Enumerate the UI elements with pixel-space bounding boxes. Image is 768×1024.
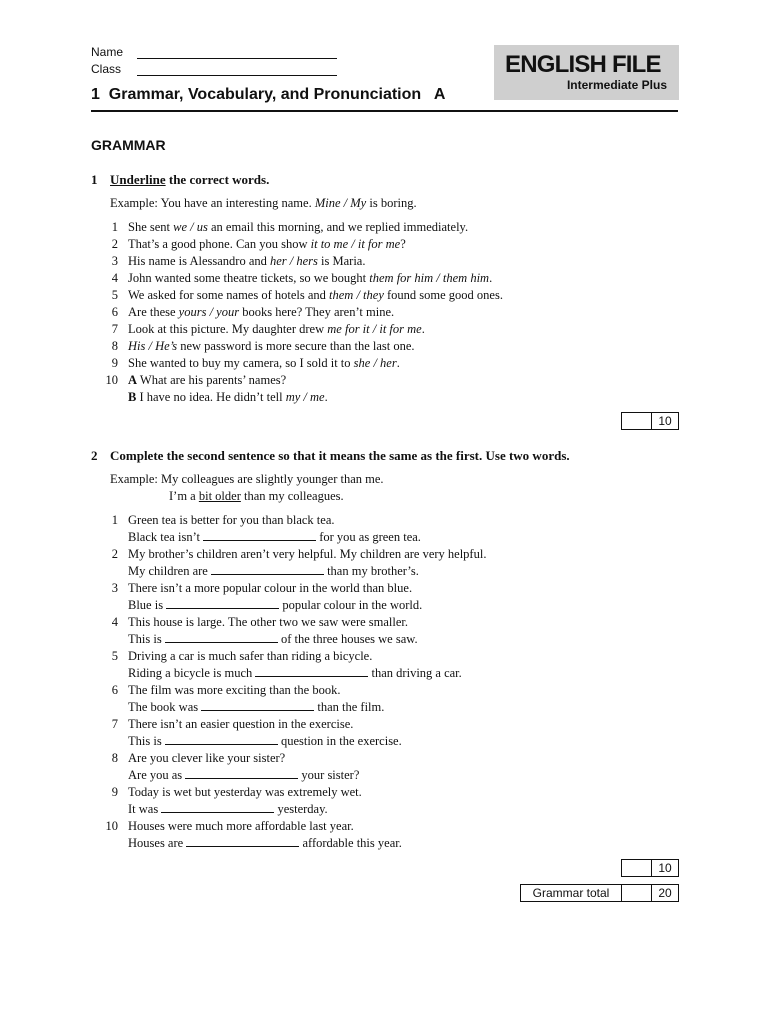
- brand-sub-text: Intermediate Plus: [566, 78, 667, 92]
- text-run: than driving a car.: [368, 666, 462, 680]
- item-text: [128, 751, 285, 766]
- item-number: 8: [111, 751, 118, 765]
- text-run: .: [396, 356, 400, 370]
- text-run: Are you clever like your sister?: [128, 751, 286, 765]
- item-number: 6: [111, 683, 118, 697]
- answer-blank[interactable]: [201, 700, 314, 711]
- page-title: 1 Grammar, Vocabulary, and Pronunciation A: [91, 86, 446, 103]
- item-text: [128, 836, 402, 851]
- exercise-1-number: 1: [91, 172, 98, 187]
- text-run: Blue is: [128, 598, 167, 612]
- item-text: [128, 254, 365, 269]
- text-run: This house is large. The other two we saw were smaller.: [128, 615, 409, 629]
- item-text: [128, 615, 408, 630]
- answer-blank[interactable]: [255, 666, 368, 677]
- text-run: We asked for some names of hotels and: [128, 288, 330, 302]
- item-text: [128, 819, 354, 834]
- item-number: 10: [105, 373, 118, 387]
- text-run: .: [489, 271, 493, 285]
- answer-blank[interactable]: [166, 598, 279, 609]
- text-run: My children are: [128, 564, 211, 578]
- exercise-1-score-box: [621, 412, 679, 430]
- text-run: She sent: [128, 220, 174, 234]
- text-run: Green tea is better for you than black tea.: [128, 513, 335, 527]
- text-run: new password is more secure than the last one.: [177, 339, 415, 353]
- exercise-1-example: [110, 196, 417, 211]
- text-run: That’s a good phone. Can you show: [128, 237, 311, 251]
- item-number: 5: [111, 649, 118, 663]
- text-run: affordable this year.: [299, 836, 402, 850]
- item-text: [128, 339, 415, 354]
- item-text: [128, 717, 353, 732]
- option-choice[interactable]: me for it / it for me: [327, 322, 422, 336]
- exercise-2-example-line-1: [110, 472, 384, 487]
- example-label: Example:: [110, 472, 158, 486]
- underline-word: Underline: [110, 172, 166, 187]
- item-text: [128, 288, 503, 303]
- text-run: This is: [128, 734, 165, 748]
- text-run: of the three houses we saw.: [277, 632, 418, 646]
- speaker-label: A: [128, 373, 138, 387]
- item-text: [128, 581, 412, 596]
- item-text: [128, 666, 462, 681]
- text-run: Houses were much more affordable last year.: [128, 819, 354, 833]
- text-run: .: [421, 322, 425, 336]
- item-number: 7: [111, 322, 118, 336]
- exercise-2-score-box: [621, 859, 679, 877]
- item-text: [128, 513, 335, 528]
- item-text: [128, 802, 328, 817]
- text-run: Riding a bicycle is much: [128, 666, 256, 680]
- item-text: [128, 305, 394, 320]
- exercise-2-score-max: 10: [651, 860, 678, 876]
- answer-blank[interactable]: [165, 734, 278, 745]
- item-number: 9: [111, 356, 118, 370]
- brand-logo: [494, 45, 679, 100]
- exercise-2-instruction-text: Complete the second sentence so that it means the same as the first. Use two words.: [110, 448, 570, 463]
- option-choice[interactable]: she / her: [353, 356, 397, 370]
- option-choice[interactable]: we / us: [173, 220, 208, 234]
- text-run: My brother’s children aren’t very helpful. My children are very helpful.: [128, 547, 487, 561]
- item-number: 3: [111, 254, 118, 268]
- text-run: question in the exercise.: [277, 734, 402, 748]
- item-text: [128, 530, 421, 545]
- text-run: Houses are: [128, 836, 187, 850]
- text-run: for you as green tea.: [316, 530, 421, 544]
- item-text: [128, 220, 468, 235]
- item-number: 4: [111, 271, 118, 285]
- option-choice[interactable]: My: [350, 196, 367, 210]
- option-choice[interactable]: her / hers: [270, 254, 318, 268]
- text-run: than my colleagues.: [240, 489, 344, 503]
- text-run: Look at this picture. My daughter drew: [128, 322, 328, 336]
- brand-main-text: ENGLISH FILE: [505, 51, 661, 78]
- grammar-total-label: Grammar total: [532, 886, 610, 900]
- text-run: I have no idea. He didn’t tell: [136, 390, 286, 404]
- answer-blank[interactable]: [161, 802, 274, 813]
- item-number: 7: [111, 717, 118, 731]
- item-number: 2: [111, 237, 118, 251]
- text-run: your sister?: [298, 768, 360, 782]
- example-answer: [169, 489, 344, 503]
- answer-blank[interactable]: [165, 632, 278, 643]
- option-choice[interactable]: yours / your: [178, 305, 240, 319]
- item-number: 3: [111, 581, 118, 595]
- item-number: 1: [111, 220, 118, 234]
- text-run: Today is wet but yesterday was extremely wet.: [128, 785, 362, 799]
- option-choice[interactable]: them for him / them him: [369, 271, 490, 285]
- text-run: an email this morning, and we replied immediately.: [207, 220, 469, 234]
- item-number: 4: [111, 615, 118, 629]
- text-run: Are you as: [128, 768, 186, 782]
- item-text: [128, 700, 384, 715]
- text-run: You have an interesting name.: [160, 196, 315, 210]
- text-run: Are these: [128, 305, 179, 319]
- speaker-label: B: [128, 390, 137, 404]
- text-run: books here? They aren’t mine.: [239, 305, 395, 319]
- item-number: 5: [111, 288, 118, 302]
- item-text: [128, 564, 419, 579]
- option-choice[interactable]: His / He’s: [128, 339, 178, 353]
- text-run: There isn’t a more popular colour in the world than blue.: [128, 581, 413, 595]
- item-number: 6: [111, 305, 118, 319]
- exercise-1-score-input[interactable]: [622, 413, 651, 429]
- text-run: There isn’t an easier question in the exercise.: [128, 717, 354, 731]
- class-field[interactable]: [137, 75, 337, 76]
- answer-blank[interactable]: [203, 530, 316, 541]
- example-text: [161, 196, 417, 210]
- example-sentence: My colleagues are slightly younger than me.: [161, 472, 384, 486]
- option-choice[interactable]: Mine: [314, 196, 341, 210]
- underlined-answer: bit older: [198, 489, 241, 503]
- text-run: His name is Alessandro and: [128, 254, 270, 268]
- text-run: Driving a car is much safer than riding a bicycle.: [128, 649, 373, 663]
- exercise-2-number: 2: [91, 448, 98, 463]
- answer-blank[interactable]: [185, 768, 298, 779]
- text-run: than the film.: [314, 700, 385, 714]
- item-text: [128, 271, 492, 286]
- item-number: 10: [105, 819, 118, 833]
- text-run: It was: [128, 802, 162, 816]
- item-text: [128, 632, 418, 647]
- grammar-total-box: [520, 884, 679, 902]
- exercise-2-score-input[interactable]: [622, 860, 651, 876]
- item-text: [128, 649, 372, 664]
- text-run: .: [324, 390, 328, 404]
- option-choice[interactable]: it to me / it for me: [310, 237, 401, 251]
- item-number: 9: [111, 785, 118, 799]
- text-run: is Maria.: [317, 254, 366, 268]
- exercise-1-instruction-text: the correct words.: [165, 172, 270, 187]
- example-label: Example:: [110, 196, 158, 210]
- class-label: Class: [91, 62, 122, 76]
- text-run: John wanted some theatre tickets, so we bought: [128, 271, 370, 285]
- option-choice[interactable]: /: [340, 196, 351, 210]
- item-number: 8: [111, 339, 118, 353]
- text-run: yesterday.: [274, 802, 328, 816]
- title-divider: [91, 110, 678, 112]
- item-text: [128, 768, 359, 783]
- item-text: [128, 785, 362, 800]
- text-run: This is: [128, 632, 165, 646]
- answer-blank[interactable]: [186, 836, 299, 847]
- item-text: [128, 734, 402, 749]
- name-label: Name: [91, 45, 124, 59]
- text-run: What are his parents’ names?: [137, 373, 287, 387]
- option-choice[interactable]: them / they: [329, 288, 384, 302]
- item-number: 1: [111, 513, 118, 527]
- item-text: [128, 547, 486, 562]
- text-run: found some good ones.: [383, 288, 503, 302]
- item-number: 2: [111, 547, 118, 561]
- answer-blank[interactable]: [211, 564, 324, 575]
- exercise-2-example-line-2: [169, 489, 344, 504]
- item-text: [128, 322, 425, 337]
- text-run: She wanted to buy my camera, so I sold it to: [128, 356, 354, 370]
- exercise-2-instruction: [91, 448, 570, 464]
- text-run: is boring.: [366, 196, 417, 210]
- grammar-total-input[interactable]: [621, 885, 651, 901]
- text-run: ?: [400, 237, 406, 251]
- text-run: The book was: [128, 700, 202, 714]
- exercise-1-instruction: [91, 172, 269, 188]
- section-heading: GRAMMAR: [91, 137, 166, 153]
- item-text: [128, 237, 406, 252]
- text-run: than my brother’s.: [323, 564, 419, 578]
- item-text: [128, 683, 340, 698]
- text-run: popular colour in the world.: [279, 598, 423, 612]
- text-run: The film was more exciting than the book.: [128, 683, 341, 697]
- text-run: Black tea isn’t: [128, 530, 204, 544]
- option-choice[interactable]: my / me: [285, 390, 325, 404]
- name-field[interactable]: [137, 58, 337, 59]
- item-text: [128, 390, 328, 405]
- item-text: [128, 598, 422, 613]
- grammar-total-max: 20: [651, 885, 678, 901]
- item-text: [128, 356, 400, 371]
- item-text: [128, 373, 286, 388]
- text-run: I’m a: [169, 489, 199, 503]
- exercise-1-score-max: 10: [651, 413, 678, 429]
